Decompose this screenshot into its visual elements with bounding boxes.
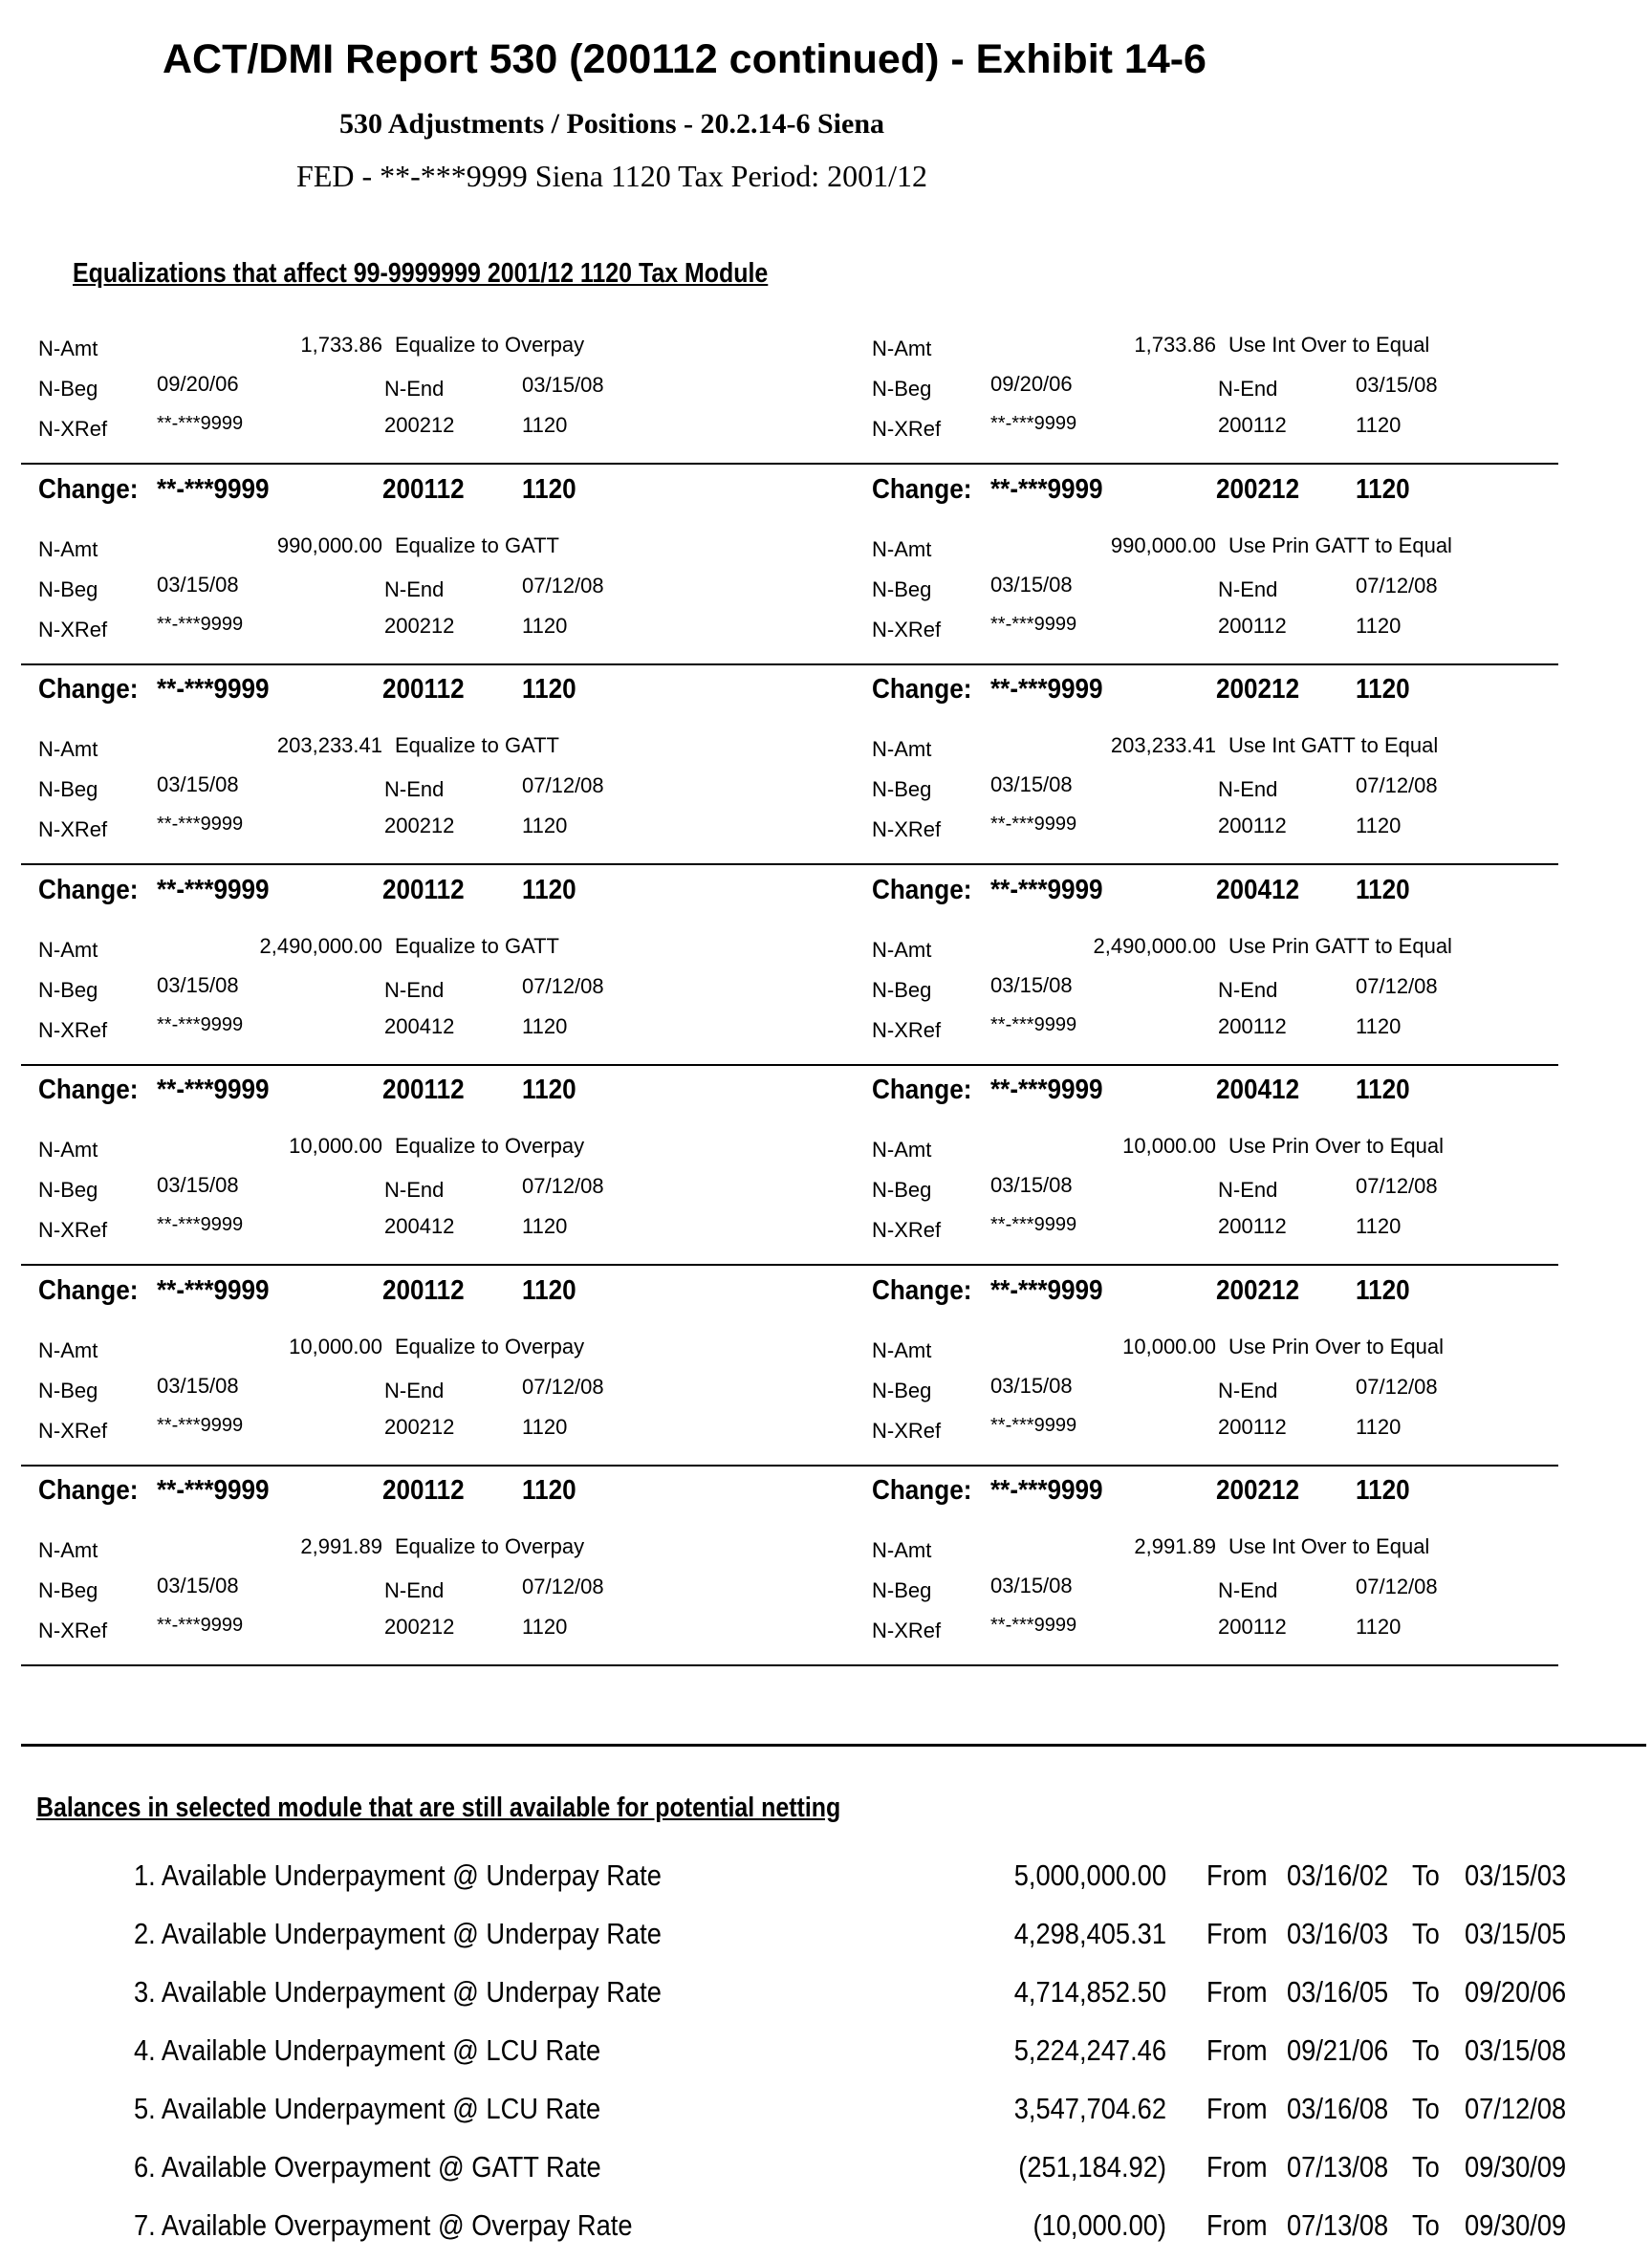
amount-label: N-Amt: [38, 1538, 98, 1562]
xref-period: 200212: [384, 1414, 455, 1439]
to-label: To: [1412, 1858, 1440, 1892]
end-date: 07/12/08: [1356, 1374, 1438, 1399]
amount-description: Equalize to GATT: [395, 733, 559, 757]
begin-label: N-Beg: [872, 777, 932, 801]
xref-tin: **-***9999: [157, 1013, 244, 1035]
amount-value: 2,991.89: [300, 1534, 382, 1558]
begin-label: N-Beg: [38, 1378, 98, 1402]
xref-label: N-XRef: [38, 1218, 108, 1242]
xref-label: N-XRef: [872, 817, 942, 841]
change-tin: **-***9999: [157, 1075, 270, 1105]
change-label: Change:: [872, 473, 972, 505]
block-separator: [21, 1064, 1558, 1066]
change-form: 1120: [1356, 1475, 1410, 1506]
change-label: Change:: [38, 473, 139, 505]
from-date: 03/16/03: [1287, 1917, 1389, 1950]
end-label: N-End: [384, 977, 445, 1002]
change-tin: **-***9999: [990, 674, 1103, 705]
report-subtitle: 530 Adjustments / Positions - 20.2.14-6 Siena: [338, 108, 885, 140]
xref-label: N-XRef: [38, 1619, 108, 1642]
xref-tin: **-***9999: [990, 1013, 1077, 1035]
end-date: 07/12/08: [522, 1174, 604, 1198]
change-period: 200212: [1216, 674, 1300, 705]
xref-label: N-XRef: [872, 1218, 942, 1242]
end-date: 03/15/08: [522, 373, 604, 397]
amount-value: 203,233.41: [1110, 733, 1216, 757]
change-period: 200112: [382, 874, 465, 905]
change-tin: **-***9999: [990, 1274, 1103, 1306]
begin-date: 03/15/08: [990, 572, 1073, 597]
begin-label: N-Beg: [38, 576, 98, 601]
amount-label: N-Amt: [872, 337, 932, 360]
change-period: 200112: [382, 1075, 465, 1105]
change-period: 200112: [382, 1274, 465, 1306]
xref-period: 200112: [1218, 1615, 1287, 1639]
begin-label: N-Beg: [38, 977, 98, 1002]
to-date: 03/15/03: [1465, 1858, 1567, 1892]
to-date: 03/15/05: [1465, 1917, 1567, 1950]
xref-form: 1120: [522, 1214, 568, 1238]
xref-label: N-XRef: [872, 617, 942, 641]
amount-label: N-Amt: [872, 1538, 932, 1562]
xref-tin: **-***9999: [990, 1615, 1077, 1636]
begin-label: N-Beg: [872, 576, 932, 601]
amount-description: Use Prin Over to Equal: [1228, 1134, 1444, 1158]
xref-tin: **-***9999: [157, 1214, 244, 1235]
amount-value: 1,733.86: [1134, 333, 1216, 357]
end-label: N-End: [384, 1178, 445, 1202]
balance-label: 4. Available Underpayment @ LCU Rate: [134, 2033, 601, 2067]
end-date: 07/12/08: [1356, 1575, 1438, 1598]
change-form: 1120: [522, 473, 576, 505]
begin-date: 03/15/08: [990, 772, 1073, 796]
xref-tin: **-***9999: [990, 1214, 1077, 1235]
to-date: 09/30/09: [1465, 2150, 1567, 2184]
xref-period: 200112: [1218, 1013, 1287, 1038]
change-form: 1120: [1356, 874, 1410, 905]
xref-period: 200212: [384, 814, 455, 837]
begin-label: N-Beg: [38, 1178, 98, 1202]
amount-label: N-Amt: [872, 1337, 932, 1362]
end-label: N-End: [1218, 1178, 1278, 1202]
xref-label: N-XRef: [872, 1619, 942, 1642]
amount-description: Use Int Over to Equal: [1228, 333, 1430, 357]
balance-row: [0, 2092, 1652, 2140]
from-label: From: [1206, 2150, 1268, 2184]
amount-description: Use Prin Over to Equal: [1228, 1334, 1444, 1358]
begin-date: 03/15/08: [157, 772, 239, 796]
change-label: Change:: [38, 1274, 139, 1306]
balance-label: 1. Available Underpayment @ Underpay Rate: [134, 1858, 662, 1892]
from-label: From: [1206, 1975, 1268, 2009]
balance-label: 3. Available Underpayment @ Underpay Rate: [134, 1975, 662, 2009]
change-period: 200112: [382, 674, 465, 705]
block-separator: [21, 1465, 1558, 1467]
begin-date: 09/20/06: [157, 372, 239, 396]
end-date: 07/12/08: [522, 1374, 604, 1399]
end-label: N-End: [1218, 1378, 1278, 1402]
xref-tin: **-***9999: [157, 413, 244, 434]
begin-label: N-Beg: [38, 377, 98, 401]
xref-form: 1120: [1356, 613, 1402, 638]
begin-date: 03/15/08: [157, 1373, 239, 1398]
amount-label: N-Amt: [38, 536, 98, 561]
change-period: 200412: [1216, 874, 1300, 905]
change-label: Change:: [872, 1475, 972, 1506]
begin-label: N-Beg: [872, 377, 932, 401]
to-date: 09/30/09: [1465, 2208, 1567, 2242]
block-separator: [21, 1664, 1558, 1666]
to-label: To: [1412, 2150, 1440, 2184]
report-subtitle-tax-period: FED - **-***9999 Siena 1120 Tax Period: 2001/12: [296, 159, 927, 193]
begin-date: 03/15/08: [990, 972, 1073, 997]
xref-form: 1120: [522, 814, 568, 837]
to-date: 07/12/08: [1465, 2092, 1567, 2125]
begin-date: 03/15/08: [157, 972, 239, 997]
to-label: To: [1412, 1975, 1440, 2009]
section-divider: [21, 1744, 1646, 1747]
to-label: To: [1412, 1917, 1440, 1950]
change-label: Change:: [38, 874, 139, 905]
balance-label: 5. Available Underpayment @ LCU Rate: [134, 2092, 601, 2125]
amount-value: 10,000.00: [289, 1334, 382, 1358]
end-label: N-End: [384, 1578, 445, 1602]
amount-label: N-Amt: [872, 737, 932, 761]
amount-description: Equalize to GATT: [395, 933, 559, 958]
balances-heading: Balances in selected module that are still available for potential netting: [36, 1793, 841, 1823]
amount-value: 2,490,000.00: [259, 933, 382, 958]
change-period: 200112: [382, 473, 465, 505]
change-period: 200412: [1216, 1075, 1300, 1105]
block-separator: [21, 663, 1558, 665]
change-form: 1120: [522, 1274, 576, 1306]
from-label: From: [1206, 1858, 1268, 1892]
amount-value: 990,000.00: [1110, 532, 1216, 557]
xref-label: N-XRef: [872, 417, 942, 441]
xref-tin: **-***9999: [157, 613, 244, 635]
end-label: N-End: [1218, 1578, 1278, 1602]
xref-period: 200112: [1218, 613, 1287, 638]
xref-label: N-XRef: [872, 1017, 942, 1042]
balance-amount: (251,184.92): [1018, 2150, 1166, 2184]
xref-period: 200212: [384, 413, 455, 437]
from-date: 03/16/08: [1287, 2092, 1389, 2125]
xref-period: 200212: [384, 613, 455, 638]
end-label: N-End: [384, 1378, 445, 1402]
block-separator: [21, 1264, 1558, 1266]
from-date: 07/13/08: [1287, 2150, 1389, 2184]
change-tin: **-***9999: [990, 473, 1103, 505]
begin-date: 09/20/06: [990, 372, 1073, 396]
balance-amount: 5,224,247.46: [1013, 2033, 1166, 2067]
xref-tin: **-***9999: [990, 1414, 1077, 1436]
amount-description: Equalize to Overpay: [395, 1334, 585, 1358]
end-label: N-End: [384, 777, 445, 801]
balance-amount: 3,547,704.62: [1013, 2092, 1166, 2125]
amount-label: N-Amt: [872, 937, 932, 962]
end-date: 07/12/08: [1356, 773, 1438, 797]
change-tin: **-***9999: [157, 674, 270, 705]
change-form: 1120: [522, 874, 576, 905]
change-label: Change:: [38, 674, 139, 705]
change-label: Change:: [872, 1274, 972, 1306]
balance-amount: 4,298,405.31: [1013, 1917, 1166, 1950]
xref-tin: **-***9999: [157, 814, 244, 835]
end-date: 07/12/08: [522, 573, 604, 598]
xref-form: 1120: [1356, 1013, 1402, 1038]
from-date: 07/13/08: [1287, 2208, 1389, 2242]
change-tin: **-***9999: [990, 1075, 1103, 1105]
change-tin: **-***9999: [990, 874, 1103, 905]
end-date: 07/12/08: [522, 1575, 604, 1598]
amount-label: N-Amt: [38, 937, 98, 962]
balance-label: 6. Available Overpayment @ GATT Rate: [134, 2150, 601, 2184]
xref-period: 200412: [384, 1214, 455, 1238]
begin-date: 03/15/08: [157, 572, 239, 597]
end-date: 07/12/08: [522, 773, 604, 797]
xref-period: 200112: [1218, 1414, 1287, 1439]
to-date: 03/15/08: [1465, 2033, 1567, 2067]
xref-period: 200112: [1218, 1214, 1287, 1238]
amount-value: 10,000.00: [1122, 1334, 1216, 1358]
change-tin: **-***9999: [990, 1475, 1103, 1506]
amount-description: Use Int Over to Equal: [1228, 1534, 1430, 1558]
from-label: From: [1206, 2208, 1268, 2242]
change-form: 1120: [522, 1475, 576, 1506]
xref-form: 1120: [1356, 1414, 1402, 1439]
balance-row: [0, 1917, 1652, 1965]
begin-label: N-Beg: [872, 977, 932, 1002]
change-form: 1120: [1356, 1274, 1410, 1306]
amount-label: N-Amt: [38, 337, 98, 360]
change-form: 1120: [1356, 1075, 1410, 1105]
balance-row: [0, 2033, 1652, 2081]
xref-form: 1120: [1356, 413, 1402, 437]
change-form: 1120: [1356, 473, 1410, 505]
from-date: 03/16/05: [1287, 1975, 1389, 2009]
change-period: 200212: [1216, 473, 1300, 505]
xref-label: N-XRef: [38, 617, 108, 641]
end-date: 07/12/08: [1356, 573, 1438, 598]
block-separator: [21, 463, 1558, 465]
change-label: Change:: [872, 674, 972, 705]
balance-label: 7. Available Overpayment @ Overpay Rate: [134, 2208, 633, 2242]
to-label: To: [1412, 2092, 1440, 2125]
xref-form: 1120: [522, 613, 568, 638]
end-label: N-End: [384, 377, 445, 401]
amount-label: N-Amt: [872, 536, 932, 561]
xref-form: 1120: [1356, 1615, 1402, 1639]
end-date: 03/15/08: [1356, 373, 1438, 397]
change-tin: **-***9999: [157, 473, 270, 505]
amount-value: 990,000.00: [276, 532, 382, 557]
from-date: 03/16/02: [1287, 1858, 1389, 1892]
begin-label: N-Beg: [872, 1378, 932, 1402]
xref-tin: **-***9999: [990, 613, 1077, 635]
from-label: From: [1206, 1917, 1268, 1950]
begin-label: N-Beg: [38, 1578, 98, 1602]
begin-date: 03/15/08: [990, 1173, 1073, 1197]
xref-form: 1120: [1356, 1214, 1402, 1238]
balance-amount: 4,714,852.50: [1013, 1975, 1166, 2009]
change-label: Change:: [872, 1075, 972, 1105]
change-period: 200112: [382, 1475, 465, 1506]
xref-period: 200112: [1218, 413, 1287, 437]
amount-label: N-Amt: [38, 1337, 98, 1362]
from-label: From: [1206, 2033, 1268, 2067]
end-label: N-End: [384, 576, 445, 601]
amount-description: Equalize to GATT: [395, 532, 559, 557]
amount-value: 10,000.00: [1122, 1134, 1216, 1158]
amount-description: Use Int GATT to Equal: [1228, 733, 1439, 757]
change-tin: **-***9999: [157, 1274, 270, 1306]
from-date: 09/21/06: [1287, 2033, 1389, 2067]
end-label: N-End: [1218, 576, 1278, 601]
end-label: N-End: [1218, 977, 1278, 1002]
balance-row: [0, 1858, 1652, 1906]
to-date: 09/20/06: [1465, 1975, 1567, 2009]
xref-tin: **-***9999: [990, 814, 1077, 835]
amount-description: Use Prin GATT to Equal: [1228, 532, 1452, 557]
amount-label: N-Amt: [38, 737, 98, 761]
from-label: From: [1206, 2092, 1268, 2125]
change-tin: **-***9999: [157, 874, 270, 905]
balance-label: 2. Available Underpayment @ Underpay Rate: [134, 1917, 662, 1950]
amount-value: 1,733.86: [300, 333, 382, 357]
xref-label: N-XRef: [38, 1017, 108, 1042]
xref-form: 1120: [1356, 814, 1402, 837]
amount-value: 10,000.00: [289, 1134, 382, 1158]
change-label: Change:: [872, 874, 972, 905]
equalizations-heading: Equalizations that affect 99-9999999 2001/12 1120 Tax Module: [73, 258, 769, 289]
xref-tin: **-***9999: [157, 1414, 244, 1436]
change-tin: **-***9999: [157, 1475, 270, 1506]
xref-label: N-XRef: [38, 1418, 108, 1443]
amount-value: 2,991.89: [1134, 1534, 1216, 1558]
begin-date: 03/15/08: [990, 1373, 1073, 1398]
begin-date: 03/15/08: [990, 1574, 1073, 1597]
change-period: 200212: [1216, 1274, 1300, 1306]
end-label: N-End: [1218, 777, 1278, 801]
end-label: N-End: [1218, 377, 1278, 401]
begin-label: N-Beg: [872, 1578, 932, 1602]
xref-form: 1120: [522, 1013, 568, 1038]
amount-value: 203,233.41: [276, 733, 382, 757]
change-form: 1120: [522, 674, 576, 705]
change-period: 200212: [1216, 1475, 1300, 1506]
amount-description: Equalize to Overpay: [395, 1534, 585, 1558]
xref-label: N-XRef: [38, 817, 108, 841]
amount-description: Equalize to Overpay: [395, 1134, 585, 1158]
report-title: ACT/DMI Report 530 (200112 continued) - Exhibit 14-6: [163, 36, 1206, 82]
begin-label: N-Beg: [872, 1178, 932, 1202]
xref-label: N-XRef: [38, 417, 108, 441]
change-form: 1120: [1356, 674, 1410, 705]
change-label: Change:: [38, 1475, 139, 1506]
end-date: 07/12/08: [1356, 973, 1438, 998]
xref-tin: **-***9999: [157, 1615, 244, 1636]
begin-label: N-Beg: [38, 777, 98, 801]
xref-period: 200412: [384, 1013, 455, 1038]
amount-value: 2,490,000.00: [1093, 933, 1216, 958]
balance-amount: (10,000.00): [1032, 2208, 1166, 2242]
end-date: 07/12/08: [1356, 1174, 1438, 1198]
block-separator: [21, 863, 1558, 865]
amount-description: Equalize to Overpay: [395, 333, 585, 357]
xref-form: 1120: [522, 1615, 568, 1639]
amount-description: Use Prin GATT to Equal: [1228, 933, 1452, 958]
balance-amount: 5,000,000.00: [1013, 1858, 1166, 1892]
xref-form: 1120: [522, 1414, 568, 1439]
begin-date: 03/15/08: [157, 1173, 239, 1197]
end-date: 07/12/08: [522, 973, 604, 998]
balance-row: [0, 1975, 1652, 2023]
amount-label: N-Amt: [38, 1138, 98, 1162]
to-label: To: [1412, 2208, 1440, 2242]
xref-label: N-XRef: [872, 1418, 942, 1443]
change-form: 1120: [522, 1075, 576, 1105]
amount-label: N-Amt: [872, 1138, 932, 1162]
to-label: To: [1412, 2033, 1440, 2067]
balance-row: [0, 2208, 1652, 2256]
begin-date: 03/15/08: [157, 1574, 239, 1597]
xref-period: 200112: [1218, 814, 1287, 837]
balance-row: [0, 2150, 1652, 2198]
change-label: Change:: [38, 1075, 139, 1105]
xref-period: 200212: [384, 1615, 455, 1639]
xref-tin: **-***9999: [990, 413, 1077, 434]
xref-form: 1120: [522, 413, 568, 437]
